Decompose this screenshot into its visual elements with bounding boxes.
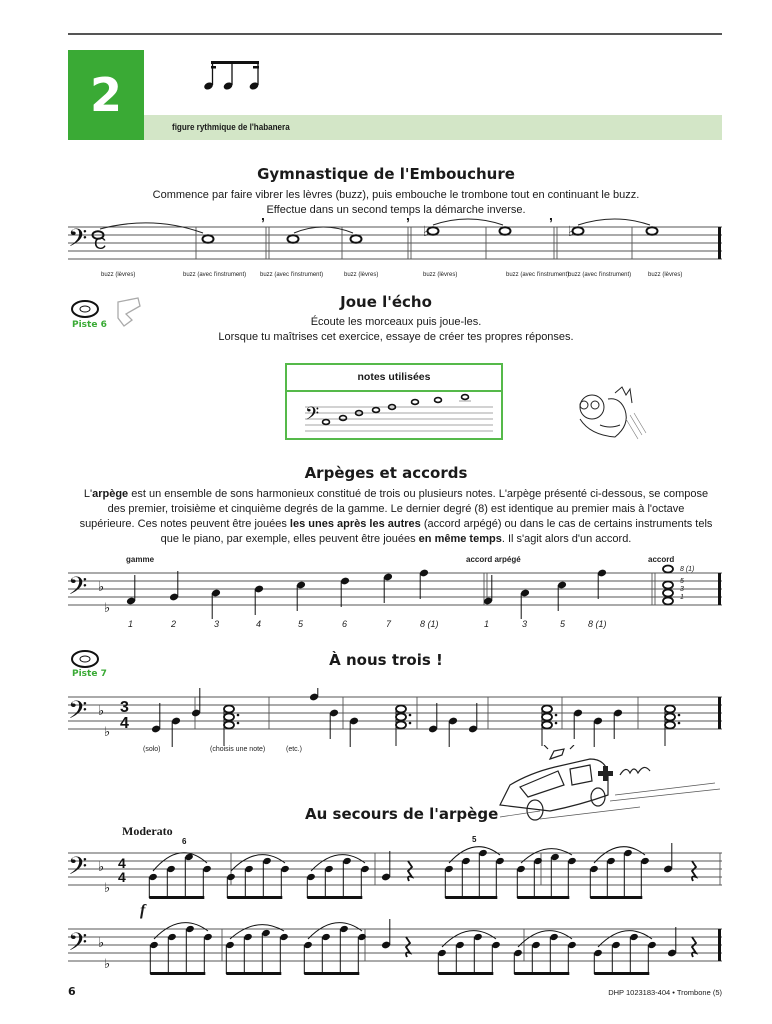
buzz-label: buzz (avec l'instrument) — [568, 272, 632, 278]
scale-degree: 4 — [256, 619, 262, 629]
bass-clef-icon: 𝄢 — [68, 929, 88, 962]
beam — [438, 972, 493, 975]
scale-degree: 7 — [386, 619, 392, 629]
chord-degree: 3 — [680, 586, 684, 593]
bass-clef-icon: 𝄢 — [68, 697, 88, 730]
whole-note — [340, 416, 347, 421]
slur — [154, 923, 208, 939]
tie — [294, 227, 353, 233]
whole-note — [462, 395, 469, 400]
label-solo: (solo) — [143, 746, 161, 753]
buzz-label: buzz (avec l'instrument) — [506, 272, 570, 278]
half-note — [665, 714, 675, 721]
breath-mark — [549, 218, 553, 223]
slur — [518, 931, 572, 947]
flat-icon: ♭ — [423, 223, 430, 239]
half-note — [542, 714, 552, 721]
flat-icon: ♭ — [568, 223, 575, 239]
slur — [308, 923, 362, 939]
half-note — [396, 722, 406, 729]
scale-degree: 8 (1) — [420, 619, 439, 629]
page-number: 6 — [68, 985, 76, 998]
beam — [590, 896, 642, 899]
half-note — [224, 722, 234, 729]
chord-note — [663, 582, 673, 589]
catalog-reference: DHP 1023183-404 • Trombone (5) — [608, 988, 722, 997]
slur — [594, 847, 645, 863]
section-title-gymnastique: Gymnastique de l'Embouchure — [257, 165, 515, 183]
label-gamme: gamme — [126, 555, 155, 564]
beam — [517, 896, 569, 899]
arpege-line-2: des premier, troisième et cinquième degrés de la gamme. Le dernier degré (8) est identique au premier mais à l'octave — [107, 503, 685, 515]
time-signature-top: 3 — [120, 699, 129, 716]
notes-used-title: notes utilisées — [287, 365, 501, 392]
chord-degree: 1 — [680, 594, 684, 601]
tie — [578, 219, 650, 225]
beam — [307, 896, 362, 899]
buzz-label: buzz (lèvres) — [344, 272, 379, 278]
cartoon-listener-illustration — [570, 385, 650, 445]
common-time-icon: C — [94, 234, 107, 253]
beam — [226, 972, 281, 975]
section-title-a-nous-trois: À nous trois ! — [329, 651, 443, 669]
beam — [304, 972, 359, 975]
track-label-6: Piste 6 — [72, 320, 107, 330]
slur — [442, 931, 496, 947]
quarter-rest — [692, 937, 696, 957]
echo-text-2: Lorsque tu maîtrises cet exercice, essaye de créer tes propres réponses. — [218, 331, 574, 343]
bass-clef-icon: 𝄢 — [68, 573, 88, 606]
arpeggio-degree: 5 — [560, 619, 566, 629]
scale-degree: 6 — [342, 619, 348, 629]
buzz-label: buzz (avec l'instrument) — [183, 272, 247, 278]
quarter-rest — [406, 937, 410, 957]
flat-icon: ♭ — [98, 703, 105, 718]
slur — [598, 931, 652, 947]
whole-note — [351, 235, 362, 243]
beam — [514, 972, 569, 975]
beam — [211, 61, 259, 64]
staff-arpeges — [68, 552, 724, 632]
arpege-line-1: L'arpège est un ensemble de sons harmonieux constitué de trois ou plusieurs notes. L'arpège présenté ci-dessous, se compose — [83, 488, 709, 500]
echo-text-1: Écoute les morceaux puis joue-les. — [310, 316, 482, 328]
ambulance-illustration — [480, 745, 730, 825]
scale-degree: 1 — [128, 619, 134, 629]
flat-icon: ♭ — [98, 935, 105, 950]
flat-icon: ♭ — [104, 724, 111, 739]
whole-note — [647, 227, 658, 235]
track-label-7: Piste 7 — [72, 669, 107, 679]
red-cross-icon — [598, 766, 613, 781]
half-note — [665, 706, 675, 713]
buzz-label: buzz (lèvres) — [648, 272, 683, 278]
chord-note — [663, 598, 673, 605]
staff-au-secours-1 — [68, 836, 724, 900]
flat-icon: ♭ — [104, 600, 111, 615]
habanera-rhythm-figure — [200, 58, 264, 92]
buzz-label: buzz (lèvres) — [101, 272, 136, 278]
time-signature-bottom: 4 — [120, 715, 129, 732]
label-accord-arpege: accord arpégé — [466, 555, 521, 564]
bass-clef-icon: 𝄢 — [305, 403, 320, 428]
beam — [149, 896, 204, 899]
time-signature-bottom: 4 — [118, 869, 126, 885]
label-etc: (etc.) — [286, 746, 302, 753]
half-note — [542, 722, 552, 729]
staff-gymnastique — [68, 218, 724, 284]
flat-icon: ♭ — [98, 859, 105, 874]
half-note — [542, 706, 552, 713]
bass-clef-icon: 𝄢 — [68, 225, 88, 258]
flat-icon: ♭ — [104, 880, 111, 895]
breath-mark — [406, 218, 410, 223]
arpeggio-degree: 3 — [522, 619, 528, 629]
top-rule — [68, 33, 722, 35]
beam — [150, 972, 205, 975]
whole-note — [500, 227, 511, 235]
section-title-au-secours: Au secours de l'arpège — [305, 805, 499, 823]
scale-degree: 2 — [171, 619, 177, 629]
arpeggio-degree: 8 (1) — [588, 619, 607, 629]
fingering-number: 5 — [472, 836, 477, 844]
notes-used-box — [285, 363, 503, 440]
half-note — [224, 706, 234, 713]
quarter-rest — [692, 861, 696, 881]
slur — [153, 853, 207, 871]
tie — [100, 223, 203, 233]
chord-degree: 5 — [680, 578, 684, 585]
chapter-number: 2 — [89, 68, 122, 122]
arpege-paragraph — [68, 487, 724, 547]
chord-note — [663, 566, 673, 573]
gymnastique-text-1: Commence par faire vibrer les lèvres (buzz), puis embouche le trombone tout en continuant le buzz. — [152, 189, 640, 201]
slur — [311, 855, 365, 871]
half-note — [396, 714, 406, 721]
tie — [433, 219, 503, 225]
whole-note — [288, 235, 299, 243]
beam — [227, 896, 282, 899]
dynamic-forte: f — [140, 902, 146, 919]
arpeggio-degree: 1 — [484, 619, 490, 629]
half-note — [224, 714, 234, 721]
arpege-line-4: que le piano, par exemple, elles peuvent être jouées en même temps. Il s'agit alors d'un accord. — [160, 533, 632, 545]
chapter-subtitle: figure rythmique de l'habanera — [172, 122, 290, 133]
whole-note — [412, 400, 419, 405]
quarter-rest — [408, 861, 412, 881]
whole-note — [373, 408, 380, 413]
buzz-label: buzz (avec l'instrument) — [260, 272, 324, 278]
flat-icon: ♭ — [98, 579, 105, 594]
whole-note — [203, 235, 214, 243]
flat-icon: ♭ — [104, 956, 111, 971]
half-note — [396, 706, 406, 713]
whole-note — [323, 420, 330, 425]
slur — [449, 847, 500, 863]
tempo-marking: Moderato — [122, 824, 173, 838]
buzz-label: buzz (lèvres) — [423, 272, 458, 278]
staff-au-secours-2 — [68, 912, 724, 978]
beam — [211, 66, 216, 69]
scale-degree: 5 — [298, 619, 304, 629]
label-choose-note: (choisis une note) — [210, 746, 266, 753]
arpege-line-3: supérieure. Ces notes peuvent être jouées les unes après les autres (accord arpégé) ou dans le cas de certains instruments tels — [79, 518, 713, 530]
scale-degree: 3 — [214, 619, 220, 629]
section-title-echo: Joue l'écho — [340, 293, 432, 311]
half-note — [665, 722, 675, 729]
bass-clef-icon: 𝄢 — [68, 853, 88, 886]
chord-note — [663, 590, 673, 597]
gymnastique-text-2: Effectue dans un second temps la démarche inverse. — [266, 204, 526, 216]
fingering-number: 6 — [182, 837, 187, 846]
section-title-arpeges: Arpèges et accords — [304, 464, 468, 482]
notes-used-staff — [287, 392, 501, 438]
chord-degree: 8 (1) — [680, 566, 695, 573]
chapter-number-box — [68, 50, 144, 140]
time-signature-top: 4 — [118, 855, 126, 871]
slur — [231, 855, 285, 871]
whole-note — [435, 398, 442, 403]
label-accord: accord — [648, 555, 675, 564]
breath-mark — [261, 218, 265, 223]
beam — [445, 896, 497, 899]
beam — [594, 972, 649, 975]
